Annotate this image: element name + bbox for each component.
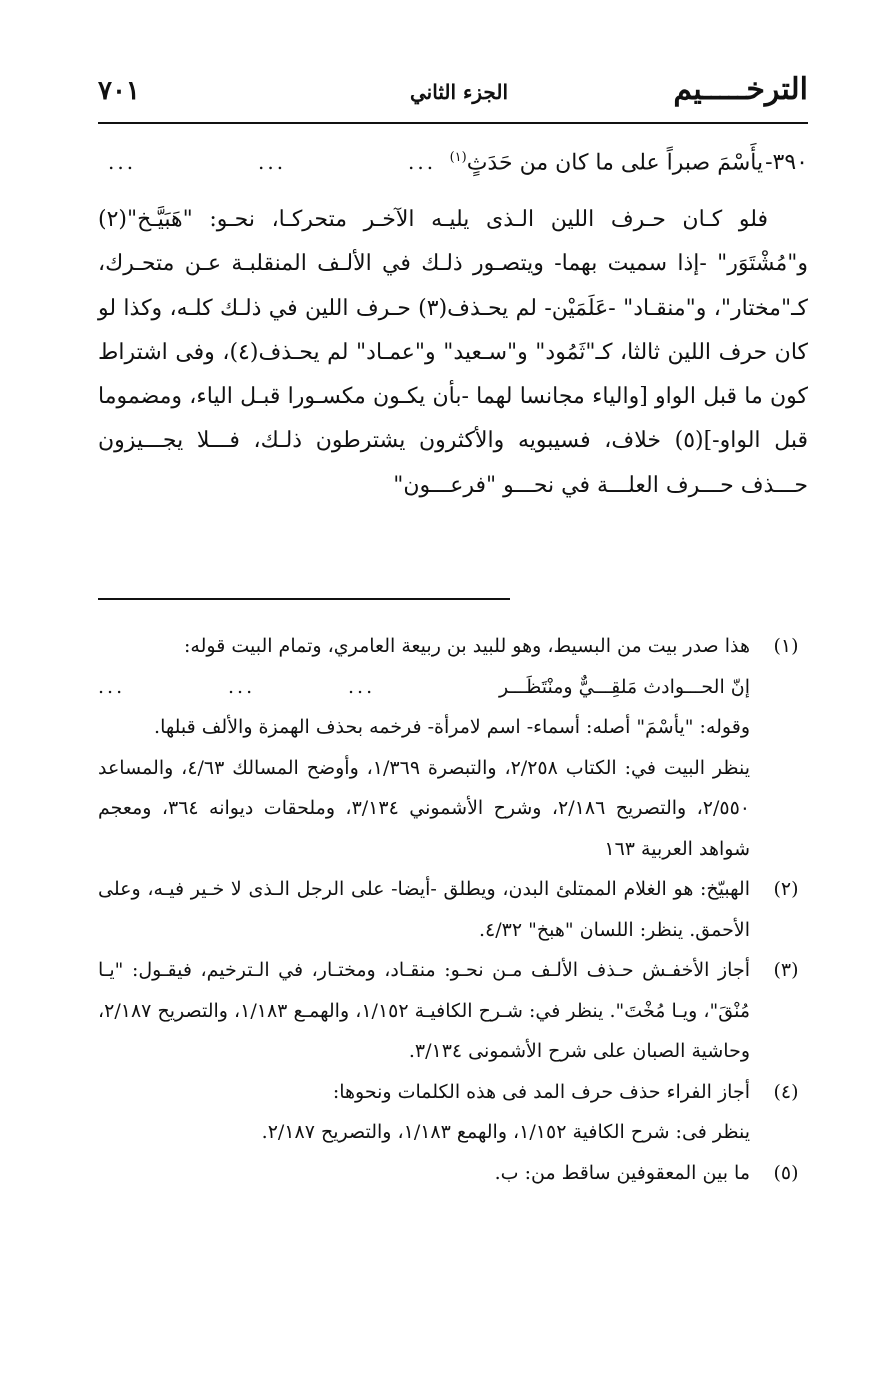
footnote <box>98 869 808 950</box>
chapter-title: الترخـــــيم <box>673 72 808 107</box>
verse-number: ٣٩٠- <box>765 150 808 176</box>
header-divider <box>98 122 808 124</box>
footnote-line: الهبيّخ: هو الغلام الممتلئ البدن، ويطلق -أيضا- على الرجل الـذى لا خـير فيـه، وعلى الأحمق. ينظر: اللسان "هبخ" ٤/٣٢. <box>98 878 750 941</box>
footnote-line: ينظر فى: شرح الكافية ١/١٥٢، والهمع ١/١٨٣، والتصريح ٢/١٨٧. <box>261 1121 750 1143</box>
verse-ellipsis: ... <box>108 150 137 174</box>
footnote-line: ينظر البيت في: الكتاب ٢/٢٥٨، والتبصرة ١/٣٦٩، وأوضح المسالك ٤/٦٣، والمساعد ٢/٥٥٠، والتصريح ٢/١٨٦، وشرح الأشموني ٣/١٣٤، وملحقات ديوانه ٣٦٤، ومعجم شواهد العربية ١٦٣ <box>98 756 751 860</box>
hemistich-ellipsis: ... <box>228 675 256 698</box>
footnote-line: هذا صدر بيت من البسيط، وهو للبيد بن ربيعة العامري، وتمام البيت قوله: <box>184 635 750 657</box>
verse-ellipsis: ... <box>258 150 287 174</box>
page-number: ٧٠١ <box>98 76 140 106</box>
footnotes <box>98 626 808 1193</box>
footnote-line: وقوله: "يأسْمَ" أصله: أسماء- اسم لامرأة- فرخمه بحذف الهمزة والألف قبلها. <box>154 716 750 738</box>
footnote-number: (٣) <box>773 959 799 981</box>
main-text <box>98 198 808 508</box>
footnote-number: (٢) <box>773 878 799 900</box>
document-page <box>98 0 808 1378</box>
volume-label: الجزء الثاني <box>410 80 508 104</box>
footnote-number: (٥) <box>773 1161 799 1184</box>
hemistich-ellipsis: ... <box>348 675 376 698</box>
footnote <box>98 626 808 869</box>
hemistich-line <box>98 667 750 708</box>
footnote <box>98 950 808 1072</box>
verse-line <box>98 150 808 194</box>
verse-ellipsis: ... <box>408 150 437 174</box>
hemistich-ellipsis: ... <box>98 675 126 698</box>
verse-text: يأَسْمَ صبراً على ما كان من حَدَثٍ <box>466 150 764 176</box>
verse-note-ref: (١) <box>449 150 467 165</box>
footnote-line: ما بين المعقوفين ساقط من: ب. <box>494 1161 750 1184</box>
footnote <box>98 1072 808 1153</box>
footnote-number: (٤) <box>773 1080 799 1103</box>
body-paragraph: فلو كـان حـرف اللين الـذى يليـه الآخـر متحركـا، نحـو: "هَبَيَّـخ"(٢) و"مُشْتَوَر" -إذا سميت بهما- ويتصـور ذلـك في الألـف المنقلبـة عـن متحـرك، كـ"مختار"، و"منقـاد" -عَلَمَيْن- لم يحـذف(٣) حـرف اللين في ذلـك كلـه، وكذا لو كان حرف اللين ثالثا، كـ"ثَمُود" و"سـعيد" و"عمـاد" لم يحـذف(٤)، وفى اشتراط كون ما قبل الواو [والياء مجانسا لهما -بأن يكـون مكسـورا قبـل الياء، ومضموما قبل الواو-](٥) خلاف، فسيبويه والأكثرون يشترطون ذلـك، فـــلا يجـــيزون حـــذف حـــرف العلـــة في نحـــو "فرعـــون" <box>98 207 809 498</box>
hemistich-text: إنّ الحـــوادث مَلقِـــيٌّ ومنْتَظَـــر <box>498 675 750 698</box>
footnote-number: (١) <box>773 635 799 657</box>
footnote-line: أجاز الفراء حذف حرف المد فى هذه الكلمات ونحوها: <box>332 1080 750 1103</box>
page-header <box>98 72 808 120</box>
footnote-divider <box>98 598 510 600</box>
footnote <box>98 1153 808 1194</box>
footnote-line: أجاز الأخفـش حـذف الألـف مـن نحـو: منقـاد، ومختـار، في الـترخيم، فيقـول: "يـا مُنْقَ"، ويـا مُخْتَ". ينظر في: شـرح الكافيـة ١/١٥٢، والهمـع ١/١٨٣، والتصريح ٢/١٨٧، وحاشية الصبان على شرح الأشمونى ٣/١٣٤. <box>98 959 750 1062</box>
